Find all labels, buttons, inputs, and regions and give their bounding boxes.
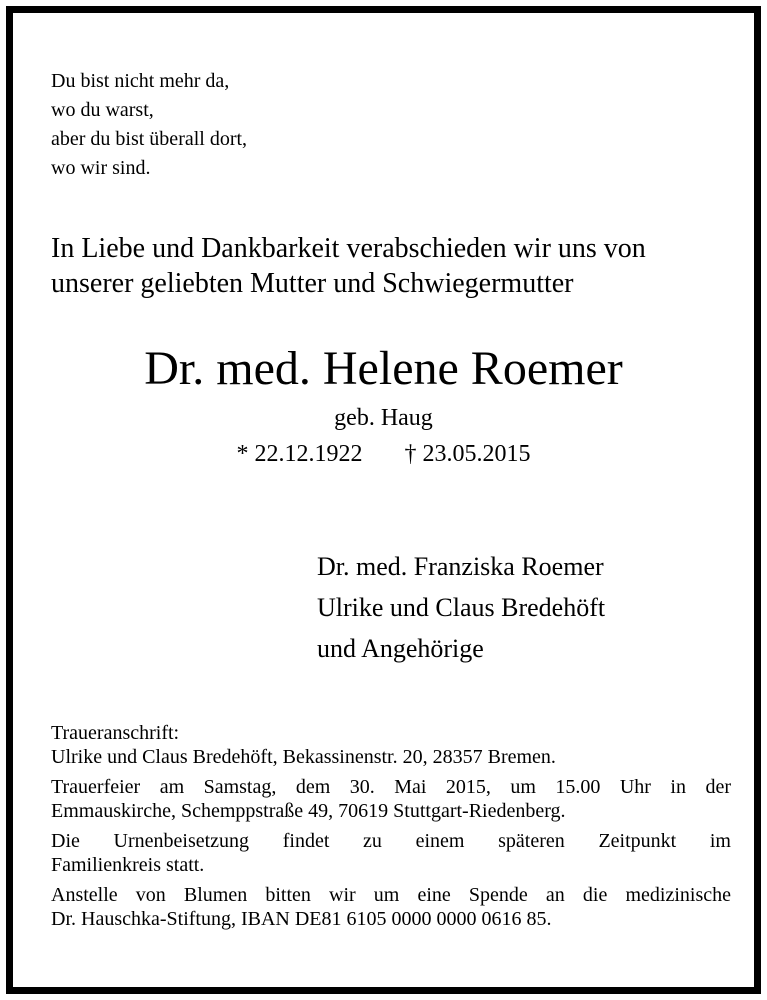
service-line: Emmauskirche, Schemppstraße 49, 70619 Stuttgart-Riedenberg. [51,800,566,822]
mourners [317,546,605,669]
deceased-name: Dr. med. Helene Roemer [144,342,623,395]
mourner-line: Dr. med. Franziska Roemer [317,552,604,581]
urn-paragraph [51,829,731,877]
intro-text [51,231,646,301]
address-label: Traueranschrift: [51,722,180,744]
birth-date: * 22.12.1922 [236,441,363,467]
service-line: Trauerfeier am Samstag, dem 30. Mai 2015, um 15.00 Uhr in der [51,776,731,798]
urn-line: Familienkreis statt. [51,854,205,876]
mourner-line: und Angehörige [317,634,484,663]
obituary-frame [6,6,761,994]
info-block [51,721,731,937]
life-dates [13,438,754,470]
donation-paragraph [51,883,731,931]
poem-line: wo du warst, [51,99,154,121]
address-paragraph [51,721,731,769]
donation-line: Anstelle von Blumen bitten wir um eine Spende an die medizinische [51,884,731,906]
intro-line: unserer geliebten Mutter und Schwiegermutter [51,268,574,299]
service-paragraph [51,775,731,823]
poem-line: Du bist nicht mehr da, [51,70,230,92]
death-date: † 23.05.2015 [404,441,531,467]
donation-line: Dr. Hauschka-Stiftung, IBAN DE81 6105 0000 0000 0616 85. [51,908,552,930]
address-line: Ulrike und Claus Bredehöft, Bekassinenstr. 20, 28357 Bremen. [51,746,556,768]
intro-line: In Liebe und Dankbarkeit verabschieden wir uns von [51,233,646,264]
urn-line: Die Urnenbeisetzung findet zu einem späteren Zeitpunkt im [51,830,731,852]
poem [51,67,247,183]
poem-line: wo wir sind. [51,157,151,179]
maiden-name: geb. Haug [334,405,433,431]
mourner-line: Ulrike und Claus Bredehöft [317,593,606,622]
poem-line: aber du bist überall dort, [51,128,248,150]
